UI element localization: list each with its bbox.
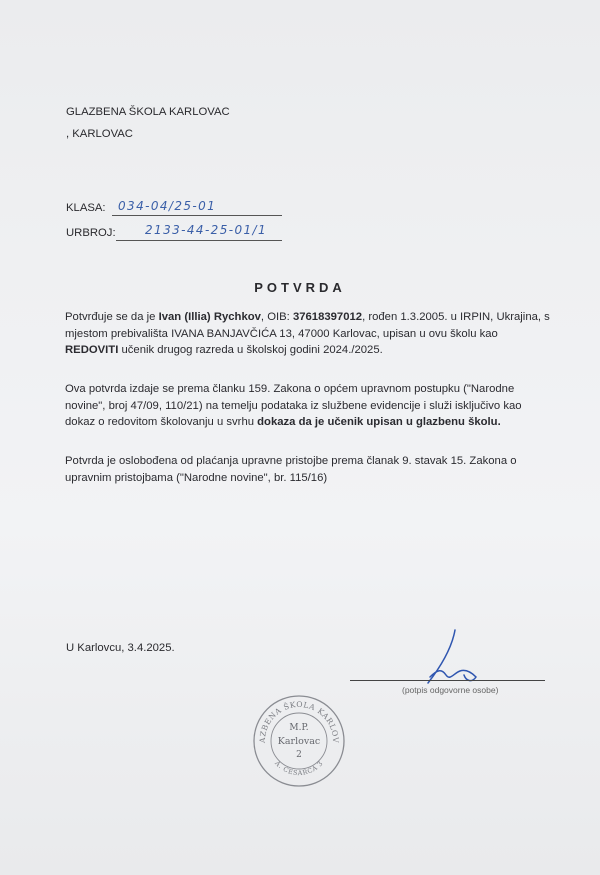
signature-line — [350, 680, 545, 681]
urbroj-label: URBROJ: — [66, 227, 116, 239]
signature-caption: (potpis odgovorne osobe) — [402, 685, 499, 695]
stamp-number: 2 — [296, 750, 302, 760]
paragraph-legal-basis: Ova potvrda izdaje se prema članku 159. Zakona o općem upravnom postupku ("Narodne novine", broj 47/09, 110/21) na temelju podataka iz službene evidencije i služi isključivo kao dokaz o redovitom školovanju u svrhu dokaza da je učenik upisan u glazbenu školu. — [65, 383, 522, 428]
urbroj-value: 2133-44-25-01/1 — [145, 223, 268, 237]
stamp-ring-text: AZBENA ŠKOLA KARLOV — [257, 699, 341, 744]
klasa-underline — [112, 215, 282, 216]
official-stamp — [252, 694, 346, 788]
klasa-label: KLASA: — [66, 202, 106, 214]
paragraph-certification: Potvrđuje se da je Ivan (Illia) Rychkov, OIB: 37618397012, rođen 1.3.2005. u IRPIN, Ukrajina, s mjestom prebivališta IVANA BANJAVČIĆA 13, 47000 Karlovac, upisan u ovu školu kao REDOVITI učenik drugog razreda u školskoj godini 2024./2025. — [65, 311, 550, 356]
school-name: GLAZBENA ŠKOLA KARLOVAC — [66, 106, 230, 118]
place-date: U Karlovcu, 3.4.2025. — [66, 642, 175, 654]
stamp-city: Karlovac — [277, 736, 321, 747]
stamp-mp: M.P. — [289, 723, 309, 733]
stamp-bottom-text: A. CESARCA 3 — [273, 759, 325, 778]
document-title: POTVRDA — [254, 280, 346, 295]
svg-text:A. CESARCA 3 — [272, 758, 324, 777]
school-city: , KARLOVAC — [66, 128, 133, 140]
urbroj-underline — [116, 240, 282, 241]
paragraph-fee-exemption: Potvrda je oslobođena od plaćanja upravne pristojbe prema članak 9. stavak 15. Zakona o upravnim pristojbama ("Narodne novine", br. 115/16) — [65, 455, 517, 484]
klasa-value: 034-04/25-01 — [118, 199, 217, 213]
